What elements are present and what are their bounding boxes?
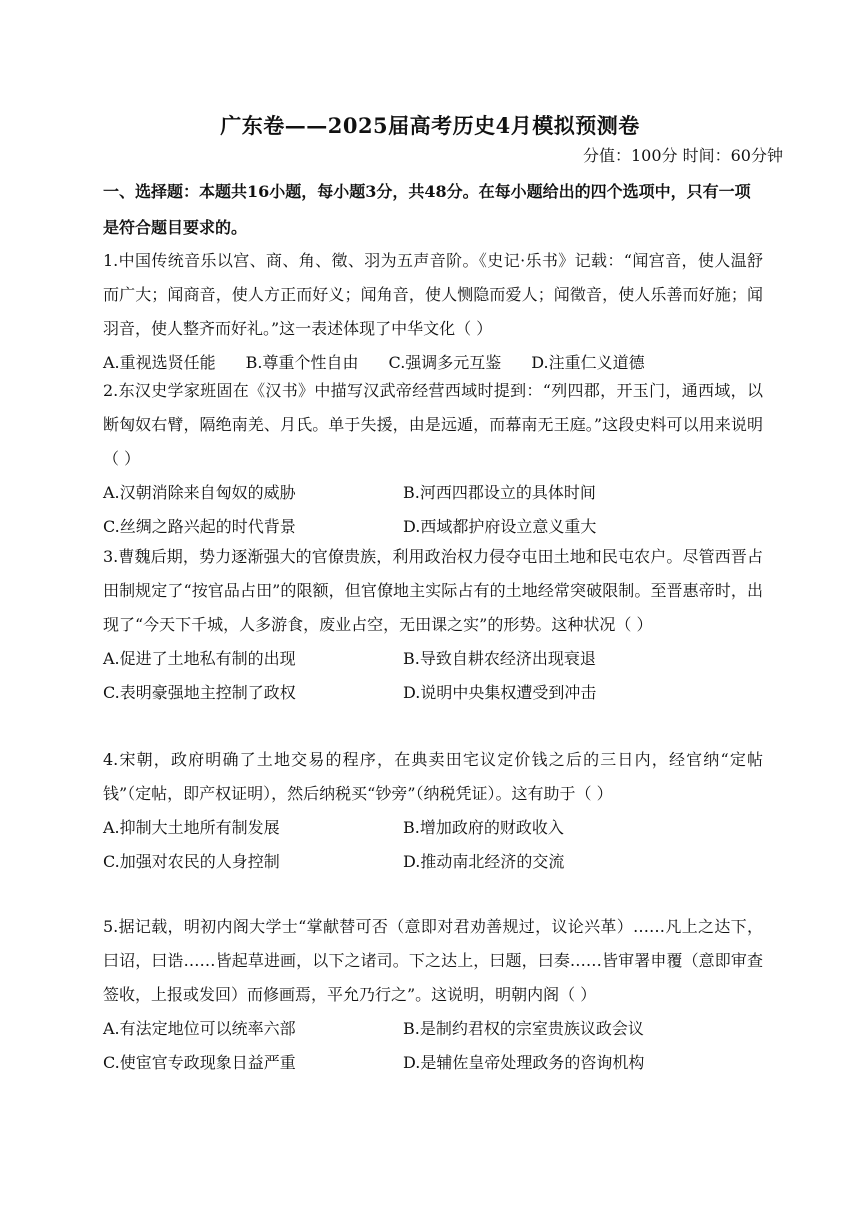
- option-c: C.表明豪强地主控制了政权: [103, 683, 296, 702]
- question-stem: 2.东汉史学家班固在《汉书》中描写汉武帝经营西域时提到：“列四郡，开玉门，通西域，以断匈奴右臂，隔绝南羌、月氏。单于失援，由是远遁，而幕南无王庭。”这段史料可以用来说明（ ）: [103, 381, 763, 468]
- option-d: D.推动南北经济的交流: [403, 852, 565, 871]
- option-d: D.是辅佐皇帝处理政务的咨询机构: [403, 1053, 645, 1072]
- question-1: [103, 244, 763, 380]
- option-d: D.说明中央集权遭受到冲击: [403, 683, 597, 702]
- option-a: A.促进了土地私有制的出现: [103, 649, 296, 668]
- option-a: A.重视选贤任能: [103, 353, 216, 372]
- question-2: [103, 374, 763, 544]
- option-c: C.使宦官专政现象日益严重: [103, 1053, 296, 1072]
- option-a: A.汉朝消除来自匈奴的威胁: [103, 483, 296, 502]
- question-stem: 1.中国传统音乐以宫、商、角、徵、羽为五声音阶。《史记·乐书》记载：“闻宫音，使人温舒而广大；闻商音，使人方正而好义；闻角音，使人恻隐而爱人；闻徵音，使人乐善而好施；闻羽音，使人整齐而好礼。”这一表述体现了中华文化（ ）: [103, 251, 763, 338]
- option-a: A.有法定地位可以统率六部: [103, 1019, 296, 1038]
- question-stem: 3.曹魏后期，势力逐渐强大的官僚贵族，利用政治权力侵夺屯田土地和民屯农户。尽管西晋占田制规定了“按官品占田”的限额，但官僚地主实际占有的土地经常突破限制。至晋惠帝时，出现了“今天下千城，人多游食，废业占空，无田课之实”的形势。这种状况（ ）: [103, 547, 763, 634]
- option-b: B.增加政府的财政收入: [403, 818, 564, 837]
- option-c: C.强调多元互鉴: [388, 353, 502, 372]
- question-3: [103, 540, 763, 710]
- question-stem: 5.据记载，明初内阁大学士“掌献替可否（意即对君劝善规过，议论兴革）……凡上之达下，曰诏，曰诰……皆起草进画，以下之诸司。下之达上，曰题，曰奏……皆审署申覆（意即审查签收，上报或发回）而修画焉，平允乃行之”。这说明，明朝内阁（ ）: [103, 917, 763, 1004]
- options: [103, 642, 763, 710]
- question-4: [103, 743, 763, 879]
- option-b: B.导致自耕农经济出现衰退: [403, 649, 596, 668]
- option-b: B.尊重个性自由: [245, 353, 359, 372]
- options: [103, 1012, 763, 1080]
- options: [103, 476, 763, 544]
- option-b: B.河西四郡设立的具体时间: [403, 483, 596, 502]
- question-5: [103, 910, 763, 1080]
- option-d: D.注重仁义道德: [531, 353, 645, 372]
- option-c: C.加强对农民的人身控制: [103, 852, 280, 871]
- options: [103, 811, 763, 879]
- exam-title: 广东卷——2025届高考历史4月模拟预测卷: [220, 113, 640, 138]
- question-stem: 4.宋朝，政府明确了土地交易的程序，在典卖田宅议定价钱之后的三日内，经官纳“定帖钱”（定帖，即产权证明），然后纳税买“钞旁”（纳税凭证）。这有助于（ ）: [103, 750, 763, 803]
- option-d: D.西域都护府设立意义重大: [403, 517, 597, 536]
- option-c: C.丝绸之路兴起的时代背景: [103, 517, 296, 536]
- option-a: A.抑制大土地所有制发展: [103, 818, 280, 837]
- score-time-info: 分值：100分 时间：60分钟: [583, 146, 783, 165]
- section-heading: 一、选择题：本题共16小题，每小题3分，共48分。在每小题给出的四个选项中，只有一项是符合题目要求的。: [103, 182, 751, 237]
- option-b: B.是制约君权的宗室贵族议政会议: [403, 1019, 644, 1038]
